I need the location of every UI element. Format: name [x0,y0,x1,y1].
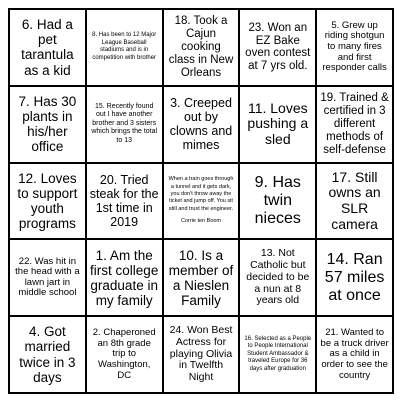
cell-text: 13. Not Catholic but decided to be a nun at 8 years old [246,247,310,307]
cell-text: 4. Got married twice in 3 days [19,324,76,385]
cell-text: 2. Chaperoned an 8th grade trip to Washington, DC [92,327,156,381]
bingo-cell[interactable] [316,316,393,393]
cell-text: 8. Has been to 12 Major League Baseball stadiums and is in competition with brother [92,32,157,61]
bingo-cell[interactable] [163,239,240,316]
bingo-cell[interactable] [9,9,86,86]
bingo-cell[interactable] [86,9,163,86]
bingo-cell[interactable] [239,239,316,316]
bingo-cell[interactable] [239,86,316,163]
bingo-cell[interactable] [86,239,163,316]
cell-text: 20. Tried steak for the 1st time in 2019 [89,172,159,229]
free-space-quote: When a train goes through a tunnel and it gets dark, you don't throw away the ticket and jump off. You sit still and trust the engineer. [168,176,234,212]
cell-text: 19. Trained & certified in 3 different methods of self-defense [320,92,389,156]
cell-text: 15. Recently found out I have another brother and 3 sisters which brings the total to 13 [91,102,158,144]
cell-text: 6. Had a pet tarantula as a kid [21,17,74,78]
cell-text: 7. Has 30 plants in his/her office [18,93,77,155]
bingo-cell[interactable] [163,316,240,393]
bingo-cell[interactable] [86,163,163,240]
cell-text: 16. Selected as a People to People International Student Ambassador & traveled Europe for 36 days after graduation [244,335,312,372]
cell-text: 9. Has twin nieces [254,174,301,227]
cell-text: 1. Am the first college graduate in my family [90,247,159,308]
bingo-cell[interactable] [9,163,86,240]
cell-text: 24. Won Best Actress for playing Olivia in Twelfth Night [169,324,233,384]
bingo-cell[interactable] [316,9,393,86]
bingo-cell[interactable] [86,86,163,163]
bingo-cell[interactable] [239,163,316,240]
cell-text: 21. Wanted to be a truck driver as a child in order to see the country [320,327,389,381]
cell-text: 22. Was hit in the head with a lawn jart in middle school [15,255,80,299]
bingo-cell[interactable] [239,9,316,86]
bingo-cell[interactable] [9,316,86,393]
bingo-cell[interactable] [9,239,86,316]
bingo-card [8,8,394,394]
cell-text: 12. Loves to support youth programs [17,170,78,232]
cell-text: 5. Grew up riding shotgun to many fires and first responder calls [322,19,387,74]
bingo-cell[interactable] [239,316,316,393]
bingo-cell[interactable] [163,86,240,163]
bingo-cell[interactable] [163,9,240,86]
bingo-cell[interactable] [316,239,393,316]
bingo-cell[interactable] [86,316,163,393]
cell-text: 11. Loves pushing a sled [247,99,309,148]
cell-text: 23. Won an EZ Bake oven contest at 7 yrs old. [245,21,311,73]
cell-text: 18. Took a Cajun cooking class in New Orleans [168,15,234,79]
bingo-cell[interactable] [316,86,393,163]
bingo-cell[interactable] [316,163,393,240]
cell-text: 14. Ran 57 miles at once [324,250,385,304]
cell-text: 3. Creeped out by clowns and mimes [169,96,233,153]
bingo-cell[interactable] [9,86,86,163]
cell-text: 10. Is a member of a Nieslen Family [168,247,234,308]
free-space[interactable] [163,163,240,240]
free-space-author: Corrie ten Boom [180,218,222,225]
cell-text: 17. Still owns an SLR camera [328,168,381,232]
